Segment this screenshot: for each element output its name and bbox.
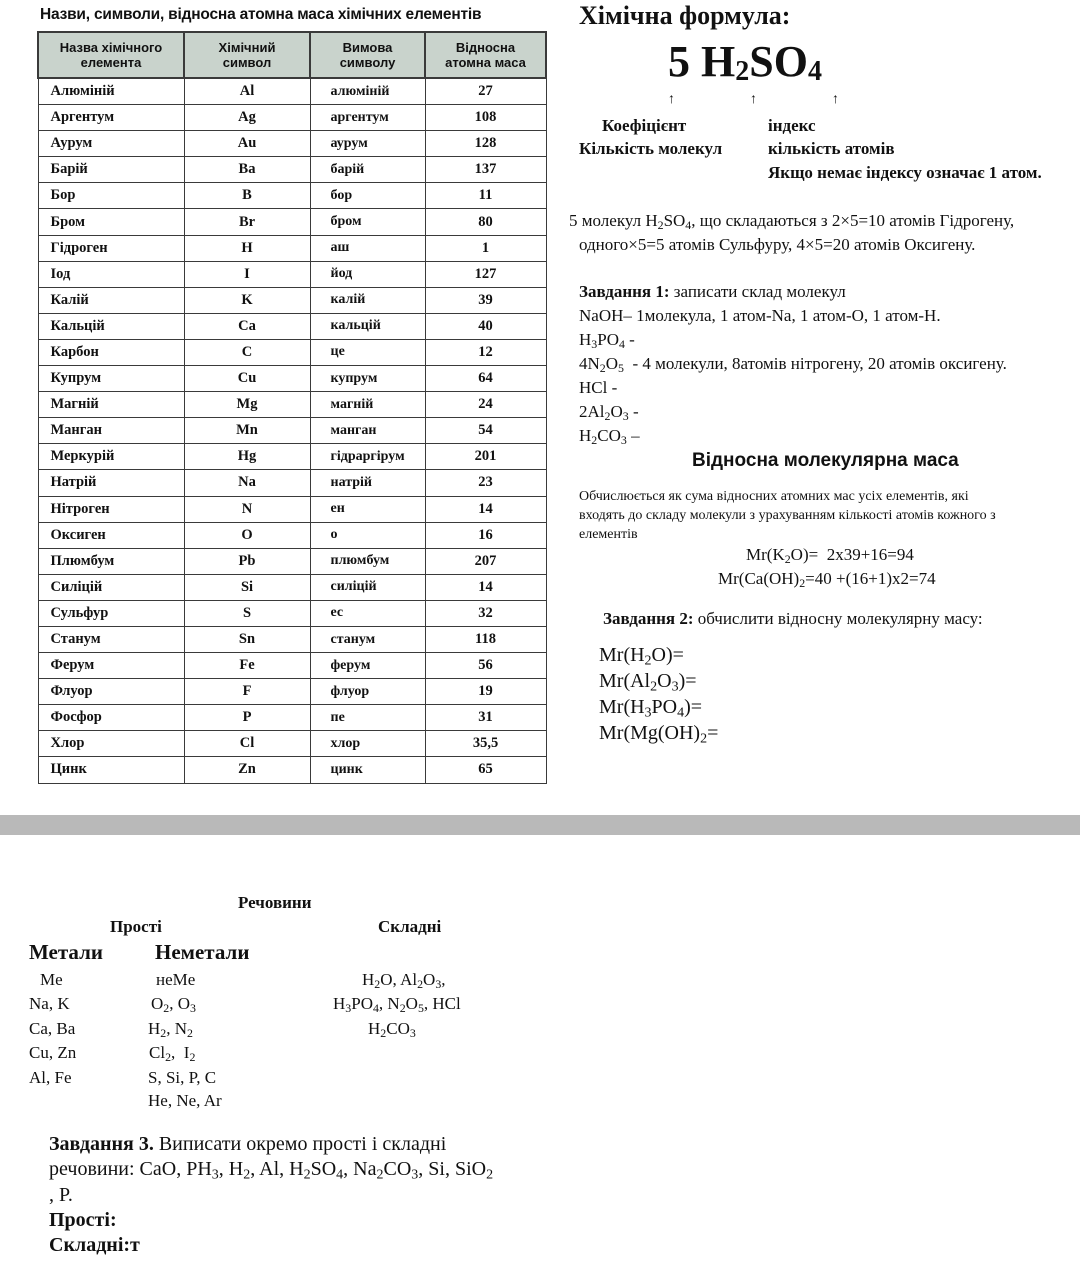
task3-line bbox=[49, 1133, 446, 1156]
complex-item: $H_2CO_3$ bbox=[368, 1019, 416, 1040]
element-name-cell: Аргентум bbox=[38, 105, 184, 131]
element-symbol-cell: Sn bbox=[184, 626, 310, 652]
element-symbol-cell: Cl bbox=[184, 731, 310, 757]
task2-text: обчислити відносну молекулярну масу: bbox=[697, 609, 983, 628]
complex-item: $H_3PO_4$, $N_2O_5$, HCl bbox=[333, 994, 461, 1015]
symbol-pronunciation-cell: силіцій bbox=[310, 574, 425, 600]
element-symbol-cell: Hg bbox=[184, 444, 310, 470]
coefficient-label: Коефіцієнт bbox=[602, 116, 687, 135]
element-symbol-cell: O bbox=[184, 522, 310, 548]
task2-item: $Mr(H_2O)=$ bbox=[599, 644, 684, 669]
molar-mass-heading: Відносна молекулярна маса bbox=[692, 450, 959, 471]
atomic-mass-cell: 11 bbox=[425, 183, 546, 209]
atomic-mass-cell: 40 bbox=[425, 313, 546, 339]
symbol-pronunciation-cell: о bbox=[310, 522, 425, 548]
element-symbol-cell: P bbox=[184, 705, 310, 731]
elements-table bbox=[37, 31, 547, 784]
atomic-mass-cell: 54 bbox=[425, 418, 546, 444]
table-row bbox=[38, 522, 546, 548]
nonmetal-item: $H_2$, $N_2$ bbox=[148, 1019, 193, 1040]
element-name-cell: Бор bbox=[38, 183, 184, 209]
atomic-mass-cell: 16 bbox=[425, 522, 546, 548]
symbol-pronunciation-cell: ен bbox=[310, 496, 425, 522]
substances-title: Речовини bbox=[238, 893, 312, 912]
symbol-pronunciation-cell: аурум bbox=[310, 131, 425, 157]
element-name-cell: Флуор bbox=[38, 679, 184, 705]
atomic-mass-cell: 108 bbox=[425, 105, 546, 131]
element-symbol-cell: K bbox=[184, 287, 310, 313]
symbol-pronunciation-cell: ес bbox=[310, 600, 425, 626]
element-symbol-cell: Br bbox=[184, 209, 310, 235]
task2-item: $Mr(Al_2O_3)=$ bbox=[599, 670, 697, 695]
table-row bbox=[38, 653, 546, 679]
element-symbol-cell: C bbox=[184, 339, 310, 365]
atomic-mass-cell: 27 bbox=[425, 78, 546, 105]
complex-substances-label: Складні bbox=[378, 917, 442, 936]
atomic-mass-cell: 207 bbox=[425, 548, 546, 574]
atomic-mass-cell: 64 bbox=[425, 366, 546, 392]
task2-item: $Mr(H_3PO_4)=$ bbox=[599, 696, 703, 721]
metals-label: Метали bbox=[29, 940, 104, 964]
description-line: входять до складу молекули з урахуванням кількості атомів кожного з bbox=[579, 508, 996, 523]
symbol-pronunciation-cell: пе bbox=[310, 705, 425, 731]
task1-line: $H_3PO_4$ - bbox=[579, 330, 635, 351]
atomic-mass-cell: 24 bbox=[425, 392, 546, 418]
atomic-mass-cell: 12 bbox=[425, 339, 546, 365]
example-text-line: 5 молекул $H_2SO_4$, що складаються з 2×5=10 атомів Гідрогену, bbox=[569, 211, 1015, 232]
table-row bbox=[38, 235, 546, 261]
table-row bbox=[38, 183, 546, 209]
atomic-mass-cell: 137 bbox=[425, 157, 546, 183]
element-name-cell: Натрій bbox=[38, 470, 184, 496]
element-name-cell: Аурум bbox=[38, 131, 184, 157]
table-row bbox=[38, 418, 546, 444]
symbol-pronunciation-cell: це bbox=[310, 339, 425, 365]
element-name-cell: Гідроген bbox=[38, 235, 184, 261]
element-name-cell: Меркурій bbox=[38, 444, 184, 470]
table-row bbox=[38, 261, 546, 287]
atomic-mass-cell: 128 bbox=[425, 131, 546, 157]
atomic-mass-cell: 65 bbox=[425, 757, 546, 783]
column-header: Назва хімічного елемента bbox=[38, 32, 184, 78]
element-name-cell: Магній bbox=[38, 392, 184, 418]
complex-item: $H_2O$, $Al_2O_3$, bbox=[362, 970, 446, 991]
section-divider bbox=[0, 815, 1080, 835]
element-name-cell: Фосфор bbox=[38, 705, 184, 731]
table-row bbox=[38, 626, 546, 652]
element-name-cell: Хлор bbox=[38, 731, 184, 757]
element-name-cell: Алюміній bbox=[38, 78, 184, 105]
task1-line: $H_2CO_3$ – bbox=[579, 426, 640, 447]
element-name-cell: Оксиген bbox=[38, 522, 184, 548]
example-text-line: одного×5=5 атомів Сульфуру, 4×5=20 атомів Оксигену. bbox=[579, 235, 976, 254]
task3-complex-label: Складні:т bbox=[49, 1234, 140, 1256]
element-name-cell: Ферум bbox=[38, 653, 184, 679]
task2-label: Завдання 2: bbox=[603, 609, 694, 628]
atomic-mass-cell: 80 bbox=[425, 209, 546, 235]
element-symbol-cell: N bbox=[184, 496, 310, 522]
symbol-pronunciation-cell: бром bbox=[310, 209, 425, 235]
atomic-mass-cell: 56 bbox=[425, 653, 546, 679]
description-line: елементів bbox=[579, 527, 638, 542]
element-name-cell: Силіцій bbox=[38, 574, 184, 600]
element-symbol-cell: Al bbox=[184, 78, 310, 105]
table-row bbox=[38, 131, 546, 157]
atomic-mass-cell: 39 bbox=[425, 287, 546, 313]
table-row bbox=[38, 470, 546, 496]
table-row bbox=[38, 78, 546, 105]
nonmetal-item: $Cl_2$, $I_2$ bbox=[149, 1043, 196, 1064]
table-row bbox=[38, 313, 546, 339]
symbol-pronunciation-cell: станум bbox=[310, 626, 425, 652]
symbol-pronunciation-cell: аш bbox=[310, 235, 425, 261]
symbol-pronunciation-cell: плюмбум bbox=[310, 548, 425, 574]
table-title: Назви, символи, відносна атомна маса хімічних елементів bbox=[40, 6, 482, 23]
element-symbol-cell: H bbox=[184, 235, 310, 261]
table-header-row bbox=[38, 32, 546, 78]
symbol-pronunciation-cell: гідраргірум bbox=[310, 444, 425, 470]
element-name-cell: Калій bbox=[38, 287, 184, 313]
index-label: індекс bbox=[768, 116, 816, 135]
task1-heading bbox=[579, 282, 846, 302]
formula-heading: Хімічна формула: bbox=[579, 1, 791, 30]
symbol-pronunciation-cell: натрій bbox=[310, 470, 425, 496]
element-name-cell: Барій bbox=[38, 157, 184, 183]
arrow-up-icon: ↑ bbox=[668, 92, 675, 107]
element-symbol-cell: Fe bbox=[184, 653, 310, 679]
element-symbol-cell: Si bbox=[184, 574, 310, 600]
table-row bbox=[38, 574, 546, 600]
task1-line: HCl - bbox=[579, 378, 618, 397]
table-row bbox=[38, 157, 546, 183]
metal-item: Al, Fe bbox=[29, 1068, 72, 1087]
formula-example: 5 $H_2SO_4$ bbox=[668, 37, 822, 88]
task1-line: $2Al_2O_3$ - bbox=[579, 402, 639, 423]
atomic-mass-cell: 14 bbox=[425, 574, 546, 600]
element-symbol-cell: I bbox=[184, 261, 310, 287]
symbol-pronunciation-cell: купрум bbox=[310, 366, 425, 392]
element-name-cell: Плюмбум bbox=[38, 548, 184, 574]
symbol-pronunciation-cell: алюміній bbox=[310, 78, 425, 105]
element-name-cell: Сульфур bbox=[38, 600, 184, 626]
symbol-pronunciation-cell: бор bbox=[310, 183, 425, 209]
task1-label: Завдання 1: bbox=[579, 282, 670, 301]
element-name-cell: Цинк bbox=[38, 757, 184, 783]
table-row bbox=[38, 496, 546, 522]
table-row bbox=[38, 600, 546, 626]
table-row bbox=[38, 287, 546, 313]
nonmetal-item: He, Ne, Ar bbox=[148, 1091, 222, 1110]
table-row bbox=[38, 392, 546, 418]
description-line: Обчислюється як сума відносних атомних мас усіх елементів, які bbox=[579, 489, 969, 504]
task3-line: речовини: CaO, $PH_3$, $H_2$, Al, $H_2SO_4$, $Na_2CO_3$, Si, SiO$_2$ bbox=[49, 1158, 494, 1183]
table-row bbox=[38, 209, 546, 235]
atomic-mass-cell: 127 bbox=[425, 261, 546, 287]
arrow-up-icon: ↑ bbox=[832, 92, 839, 107]
molar-example: $Mr(K_2O)= 2х39+16=94$ bbox=[746, 545, 914, 566]
element-name-cell: Іод bbox=[38, 261, 184, 287]
column-header: Відносна атомна маса bbox=[425, 32, 546, 78]
table-row bbox=[38, 444, 546, 470]
element-name-cell: Станум bbox=[38, 626, 184, 652]
element-symbol-cell: Ca bbox=[184, 313, 310, 339]
molar-example: $Mr(Ca(OH)_2=40 +(16+1)х2=74$ bbox=[718, 569, 936, 590]
column-header: Хімічний символ bbox=[184, 32, 310, 78]
table-row bbox=[38, 705, 546, 731]
index-note: Якщо немає індексу означає 1 атом. bbox=[768, 163, 1042, 182]
element-name-cell: Кальцій bbox=[38, 313, 184, 339]
nonmetal-item: $O_2$, $O_3$ bbox=[151, 994, 196, 1015]
atomic-mass-cell: 32 bbox=[425, 600, 546, 626]
nonmetals-label: Неметали bbox=[155, 940, 250, 964]
simple-substances-label: Прості bbox=[110, 917, 162, 936]
symbol-pronunciation-cell: барій bbox=[310, 157, 425, 183]
symbol-pronunciation-cell: ферум bbox=[310, 653, 425, 679]
symbol-pronunciation-cell: магній bbox=[310, 392, 425, 418]
element-name-cell: Нітроген bbox=[38, 496, 184, 522]
atomic-mass-cell: 23 bbox=[425, 470, 546, 496]
symbol-pronunciation-cell: кальцій bbox=[310, 313, 425, 339]
task3-label: Завдання 3. bbox=[49, 1133, 154, 1155]
task3-line: , P. bbox=[49, 1184, 73, 1206]
column-header: Вимова символу bbox=[310, 32, 425, 78]
element-symbol-cell: Ba bbox=[184, 157, 310, 183]
molar-mass-description bbox=[579, 487, 996, 544]
table-row bbox=[38, 548, 546, 574]
atomic-mass-cell: 118 bbox=[425, 626, 546, 652]
element-symbol-cell: B bbox=[184, 183, 310, 209]
element-name-cell: Карбон bbox=[38, 339, 184, 365]
nonmetal-item: неMe bbox=[156, 970, 196, 989]
metal-item: Cu, Zn bbox=[29, 1043, 77, 1062]
task2-heading bbox=[603, 609, 983, 629]
element-symbol-cell: Ag bbox=[184, 105, 310, 131]
task1-text: записати склад молекул bbox=[673, 282, 846, 301]
element-symbol-cell: F bbox=[184, 679, 310, 705]
atomic-mass-cell: 201 bbox=[425, 444, 546, 470]
element-symbol-cell: Zn bbox=[184, 757, 310, 783]
element-name-cell: Купрум bbox=[38, 366, 184, 392]
task3-simple-label: Прості: bbox=[49, 1209, 117, 1231]
table-row bbox=[38, 366, 546, 392]
table-row bbox=[38, 679, 546, 705]
task1-line: NaOH– 1молекула, 1 атом-Na, 1 атом-O, 1 атом-H. bbox=[579, 306, 941, 325]
element-symbol-cell: Mn bbox=[184, 418, 310, 444]
element-symbol-cell: Cu bbox=[184, 366, 310, 392]
symbol-pronunciation-cell: калій bbox=[310, 287, 425, 313]
element-symbol-cell: Pb bbox=[184, 548, 310, 574]
metal-item: Ca, Ba bbox=[29, 1019, 76, 1038]
table-row bbox=[38, 757, 546, 783]
element-symbol-cell: S bbox=[184, 600, 310, 626]
atomic-mass-cell: 19 bbox=[425, 679, 546, 705]
arrow-up-icon: ↑ bbox=[750, 92, 757, 107]
atomic-mass-cell: 31 bbox=[425, 705, 546, 731]
symbol-pronunciation-cell: йод bbox=[310, 261, 425, 287]
symbol-pronunciation-cell: цинк bbox=[310, 757, 425, 783]
element-symbol-cell: Au bbox=[184, 131, 310, 157]
element-name-cell: Бром bbox=[38, 209, 184, 235]
metal-item: Na, K bbox=[29, 994, 70, 1013]
nonmetal-item: S, Si, P, C bbox=[148, 1068, 217, 1087]
atomic-mass-cell: 35,5 bbox=[425, 731, 546, 757]
table-row bbox=[38, 105, 546, 131]
element-name-cell: Манган bbox=[38, 418, 184, 444]
table-row bbox=[38, 731, 546, 757]
symbol-pronunciation-cell: манган bbox=[310, 418, 425, 444]
task2-item: $Mr(Mg(OH)_2=$ bbox=[599, 722, 719, 747]
symbol-pronunciation-cell: аргентум bbox=[310, 105, 425, 131]
atomic-mass-cell: 14 bbox=[425, 496, 546, 522]
task3-text: Виписати окремо прості і складні bbox=[158, 1133, 447, 1155]
table-row bbox=[38, 339, 546, 365]
element-symbol-cell: Na bbox=[184, 470, 310, 496]
atomic-mass-cell: 1 bbox=[425, 235, 546, 261]
symbol-pronunciation-cell: хлор bbox=[310, 731, 425, 757]
coefficient-description: Кількість молекул bbox=[579, 139, 723, 158]
task1-line: $4N_2O_5 - 4$ молекули, 8атомів нітрогену, 20 атомів оксигену. bbox=[579, 354, 1007, 375]
metal-item: Me bbox=[40, 970, 63, 989]
index-description: кількість атомів bbox=[768, 139, 895, 158]
symbol-pronunciation-cell: флуор bbox=[310, 679, 425, 705]
element-symbol-cell: Mg bbox=[184, 392, 310, 418]
